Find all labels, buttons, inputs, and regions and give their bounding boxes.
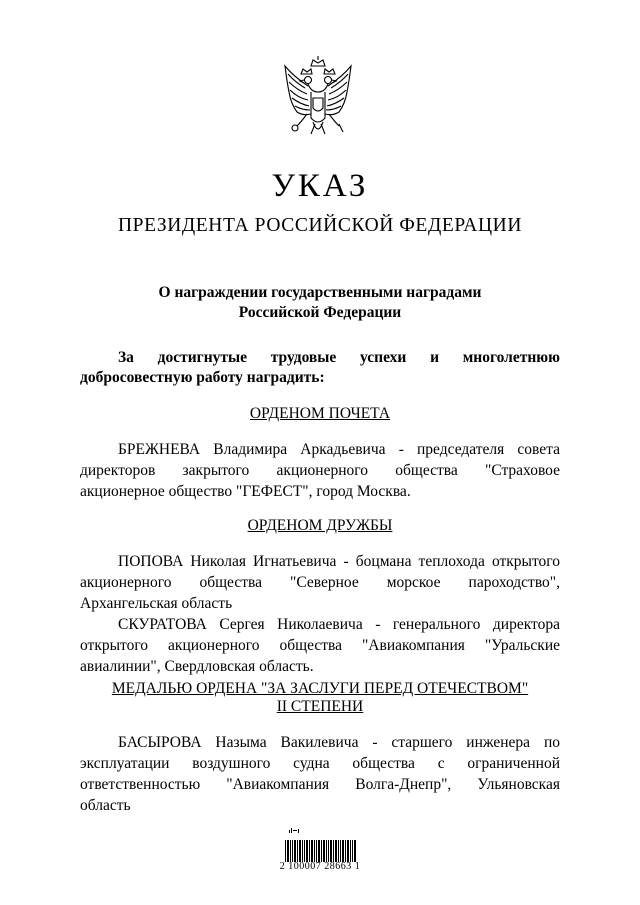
coat-of-arms-icon (275, 52, 361, 148)
entry-line: ПОПОВА Николая Игнатьевича - боцмана теплохода открытого (118, 553, 560, 570)
intro-line: добросовестную работу наградить: (80, 369, 325, 386)
barcode-number: 2 100007 28663 1 (279, 861, 361, 872)
entry-line: открытого акционерного общества "Авиакомпания "Уральские (80, 637, 560, 654)
award-title: II СТЕПЕНИ (276, 698, 364, 715)
entry-line: директоров закрытого акционерного общества "Страховое (80, 462, 560, 479)
entry-line: Архангельская область (80, 595, 233, 612)
heading-line: Российской Федерации (238, 304, 402, 321)
entry-line: эксплуатации воздушного судна общества с ограниченной (80, 755, 560, 772)
document-subtitle: ПРЕЗИДЕНТА РОССИЙСКОЙ ФЕДЕРАЦИИ (117, 215, 523, 236)
entry-line: авиалинии", Свердловская область. (80, 658, 314, 675)
award-title: ОРДЕНОМ ДРУЖБЫ (247, 517, 393, 534)
entry-line: СКУРАТОВА Сергея Николаевича - генерального директора (118, 616, 560, 633)
entry-line: акционерного общества "Северное морское пароходство", (80, 574, 560, 591)
document-title: УКАЗ (271, 168, 369, 204)
intro-line: За достигнутые трудовые успехи и многолетнюю (118, 349, 560, 366)
entry-line: БАСЫРОВА Назыма Вакилевича - старшего инженера по (118, 734, 560, 751)
award-title: МЕДАЛЬЮ ОРДЕНА "ЗА ЗАСЛУГИ ПЕРЕД ОТЕЧЕСТВОМ" (111, 680, 529, 697)
decree-heading (0, 283, 640, 323)
entry-line: акционерное общество "ГЕФЕСТ", город Москва. (80, 483, 411, 500)
entry-line: БРЕЖНЕВА Владимира Аркадьевича - председателя совета (118, 441, 560, 458)
award-title: ОРДЕНОМ ПОЧЕТА (249, 405, 391, 422)
heading-line: О награждении государственными наградами (158, 284, 482, 301)
entry-line: ответственностью "Авиакомпания Волга-Днепр", Ульяновская (80, 776, 560, 793)
entry-line: область (80, 797, 131, 814)
